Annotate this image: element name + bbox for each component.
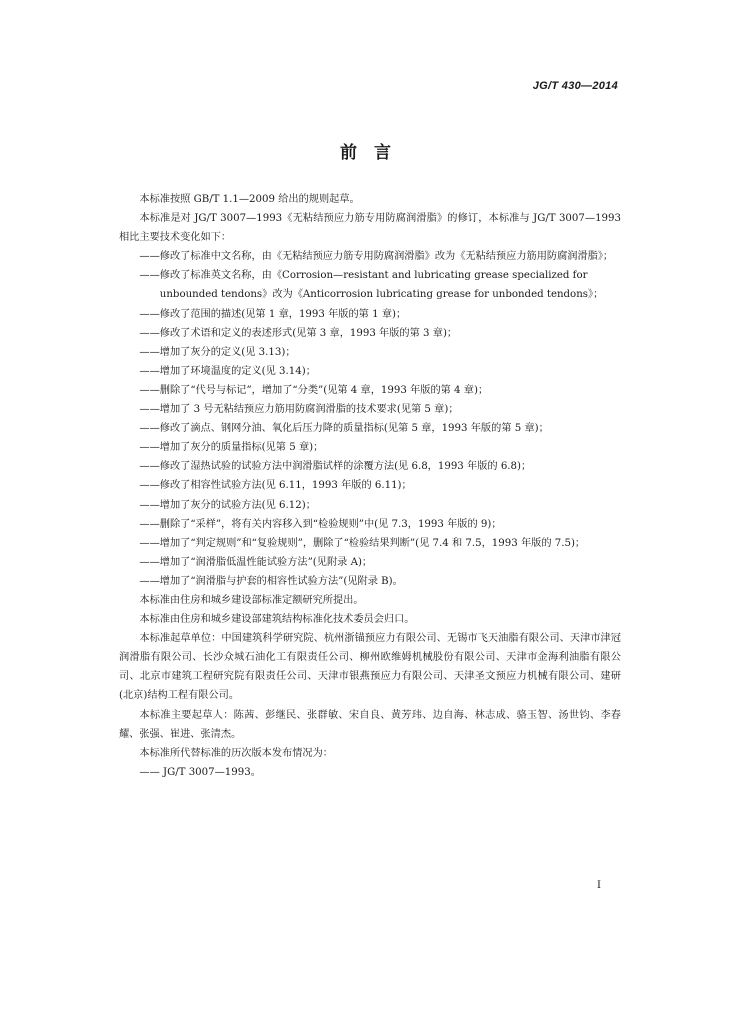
changes-list (119, 247, 621, 591)
list-item: ——增加了“判定规则”和“复验规则”，删除了“检验结果判断”(见 7.4 和 7.5，1993 年版的 7.5)； (139, 537, 586, 549)
page-title: 前 言 (340, 143, 391, 163)
paragraph-revision-intro: 本标准是对 JG/T 3007—1993《无粘结预应力筋专用防腐润滑脂》的修订，本标准与 JG/T 3007—1993 相比主要技术变化如下： (119, 213, 621, 244)
page-number: I (597, 880, 601, 891)
list-item: ——修改了范围的描述(见第 1 章，1993 年版的第 1 章)； (139, 308, 407, 320)
list-item: ——增加了灰分的质量指标(见第 5 章)； (139, 442, 324, 454)
list-item: ——删除了“代号与标记”，增加了“分类”(见第 4 章，1993 年版的第 4 章)； (139, 384, 489, 396)
list-item: ——增加了灰分的试验方法(见 6.12)； (139, 499, 316, 511)
list-item: ——修改了湿热试验的试验方法中润滑脂试样的涂覆方法(见 6.8，1993 年版的 6.8)； (139, 461, 532, 473)
paragraph-drafters: 本标准主要起草人：陈茜、彭继民、张群敏、宋自良、黄芳玮、边自海、林志成、骆玉智、汤世钧、李春耀、张强、崔进、张清杰。 (119, 709, 621, 740)
list-item: ——增加了灰分的定义(见 3.13)； (139, 346, 296, 358)
list-item: ——修改了术语和定义的表述形式(见第 3 章，1993 年版的第 3 章)； (139, 327, 458, 339)
list-item: ——删除了“采样”，将有关内容移入到“检验规则”中(见 7.3，1993 年版的 9)； (139, 518, 502, 530)
list-item: ——修改了滴点、钢网分油、氧化后压力降的质量指标(见第 5 章，1993 年版的第 5 章)； (139, 423, 549, 435)
history-item: —— JG/T 3007—1993。 (139, 766, 261, 778)
list-item: ——增加了环境温度的定义(见 3.14)； (139, 365, 316, 377)
list-item: ——修改了相容性试验方法(见 6.11，1993 年版的 6.11)； (139, 480, 412, 492)
list-item: ——修改了标准英文名称，由《Corrosion—resistant and lubricating grease specialized for unbounded tendons》改为《Anticorrosion lubricating grease for unbonded tendons》； (139, 270, 604, 301)
paragraph-proposer: 本标准由住房和城乡建设部标准定额研究所提出。 (139, 594, 364, 606)
document-body (119, 190, 621, 782)
paragraph-history-intro: 本标准所代替标准的历次版本发布情况为： (139, 747, 333, 759)
list-item: ——增加了 3 号无粘结预应力筋用防腐润滑脂的技术要求(见第 5 章)； (139, 404, 459, 416)
list-item: ——增加了“润滑脂与护套的相容性试验方法”(见附录 B)。 (139, 575, 403, 587)
list-item: ——增加了“润滑脂低温性能试验方法”(见附录 A)； (139, 556, 373, 568)
paragraph-drafting-units: 本标准起草单位：中国建筑科学研究院、杭州浙锚预应力有限公司、无锡市飞天油脂有限公司、天津市津冠润滑脂有限公司、长沙众城石油化工有限责任公司、柳州欧维姆机械股份有限公司、天津市金海利油脂有限公司、北京市建筑工程研究院有限责任公司、天津市银燕预应力有限公司、天津圣文预应力机械有限公司、建研(北京)结构工程有限公司。 (119, 633, 621, 702)
standard-code: JG/T 430—2014 (532, 80, 618, 92)
paragraph-drafting-rule: 本标准按照 GB/T 1.1—2009 给出的规则起草。 (139, 194, 360, 205)
list-item: ——修改了标准中文名称，由《无粘结预应力筋专用防腐润滑脂》改为《无粘结预应力筋用防腐润滑脂》； (139, 251, 614, 263)
paragraph-committee: 本标准由住房和城乡建设部建筑结构标准化技术委员会归口。 (139, 614, 415, 626)
